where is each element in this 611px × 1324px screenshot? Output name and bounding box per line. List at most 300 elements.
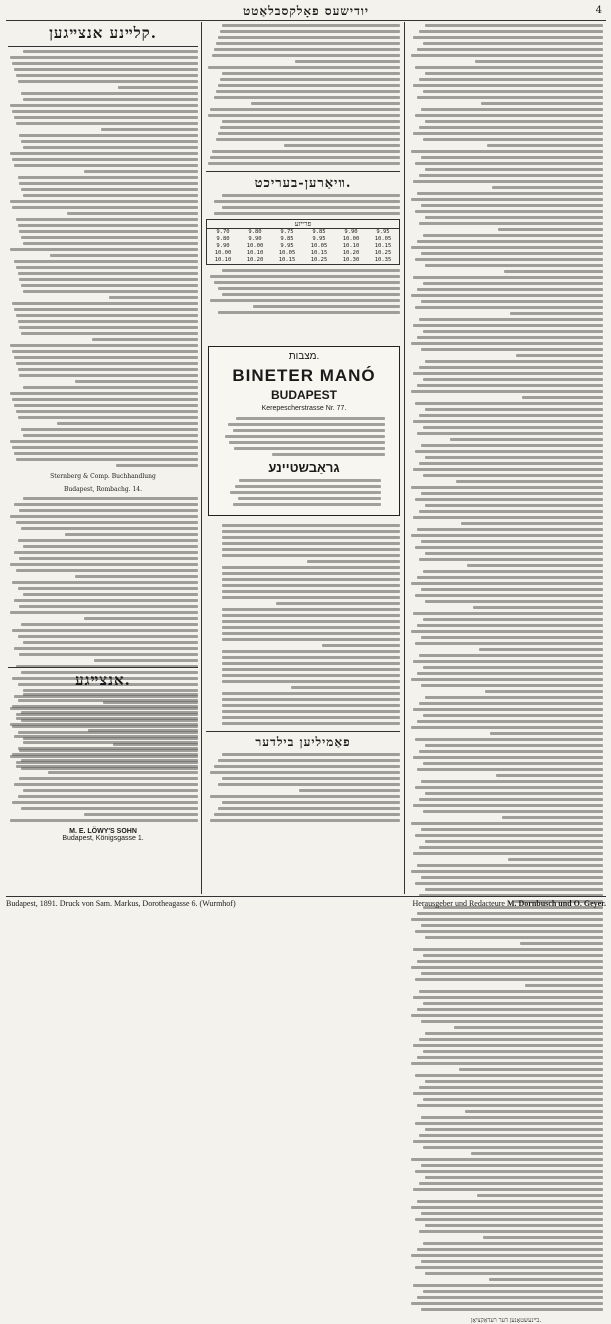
text-line	[222, 668, 400, 671]
text-line	[48, 771, 198, 774]
text-line	[413, 852, 603, 855]
text-line	[222, 608, 400, 611]
text-line	[473, 606, 603, 609]
price-table	[206, 219, 400, 265]
text-line	[423, 138, 603, 141]
text-line	[19, 374, 198, 377]
text-line	[210, 795, 400, 798]
text-line	[423, 714, 603, 717]
text-line	[222, 584, 400, 587]
text-line	[210, 275, 400, 278]
text-line	[459, 1068, 603, 1071]
text-line	[216, 90, 400, 93]
text-line	[218, 759, 400, 762]
text-line	[18, 795, 199, 798]
text-line	[10, 440, 198, 443]
text-line	[220, 126, 400, 129]
text-line	[222, 710, 400, 713]
text-line	[222, 542, 400, 545]
text-line	[411, 1254, 603, 1257]
text-line	[415, 642, 603, 645]
text-line	[413, 324, 603, 327]
text-line	[417, 768, 603, 771]
text-line	[212, 150, 400, 153]
text-line	[417, 624, 603, 627]
text-line	[214, 212, 400, 215]
text-line	[417, 1248, 603, 1251]
text-line	[415, 210, 603, 213]
text-line	[109, 296, 198, 299]
text-line	[236, 417, 385, 420]
text-line	[417, 576, 603, 579]
price-table-header: פרײזע	[207, 220, 399, 229]
text-line	[415, 498, 603, 501]
text-line	[19, 278, 198, 281]
text-line	[413, 180, 603, 183]
text-line	[16, 218, 198, 221]
text-line	[423, 42, 603, 45]
text-line	[421, 1164, 603, 1167]
text-line	[214, 813, 400, 816]
text-line	[88, 729, 198, 732]
price-cell: 9.95	[280, 243, 294, 249]
text-line	[415, 546, 603, 549]
price-cell: 9.95	[376, 229, 390, 235]
text-line	[14, 404, 198, 407]
price-cell: 9.70	[216, 229, 230, 235]
text-line	[411, 726, 603, 729]
text-line	[421, 924, 603, 927]
text-line	[423, 90, 603, 93]
price-table-row	[207, 236, 399, 243]
text-line	[411, 582, 603, 585]
text-line	[23, 386, 198, 389]
price-cell: 10.20	[342, 250, 360, 256]
text-line	[421, 300, 603, 303]
text-line	[411, 198, 603, 201]
text-line	[413, 468, 603, 471]
text-line	[118, 86, 198, 89]
shop-address: Budapest, Rombachg. 14.	[63, 486, 143, 493]
left-ad-box	[8, 664, 198, 842]
text-line	[423, 234, 603, 237]
text-line	[14, 308, 198, 311]
text-line	[23, 290, 198, 293]
text-line	[413, 84, 603, 87]
text-line	[12, 705, 198, 708]
text-line	[423, 1242, 603, 1245]
article-text	[409, 24, 603, 1311]
text-line	[485, 690, 603, 693]
advertiser-name: BINETER MANÓ	[232, 366, 376, 385]
price-cell: 9.90	[216, 243, 230, 249]
text-line	[423, 282, 603, 285]
price-cell: 10.00	[246, 243, 264, 249]
price-cell: 10.10	[214, 257, 232, 263]
text-line	[12, 398, 198, 401]
text-line	[421, 348, 603, 351]
text-line	[21, 188, 198, 191]
text-line	[483, 1236, 603, 1239]
middle-lower-section	[206, 524, 400, 822]
text-line	[425, 216, 603, 219]
text-line	[10, 392, 198, 395]
text-line	[238, 497, 381, 500]
text-line	[14, 503, 198, 506]
text-line	[16, 266, 198, 269]
text-line	[417, 1296, 603, 1299]
text-line	[417, 960, 603, 963]
text-line	[222, 777, 400, 780]
price-cell: 10.15	[278, 257, 296, 263]
text-line	[419, 798, 603, 801]
text-line	[479, 648, 603, 651]
text-line	[417, 1104, 603, 1107]
text-line	[417, 720, 603, 723]
text-line	[228, 423, 385, 426]
text-line	[229, 441, 385, 444]
text-line	[18, 80, 199, 83]
text-line	[425, 1224, 603, 1227]
text-line	[218, 783, 400, 786]
price-cell: 10.00	[214, 250, 232, 256]
text-line	[21, 623, 198, 626]
text-line	[425, 1128, 603, 1131]
text-line	[419, 702, 603, 705]
text-line	[18, 224, 199, 227]
text-line	[461, 522, 603, 525]
text-line	[222, 572, 400, 575]
text-line	[419, 78, 603, 81]
text-line	[18, 747, 199, 750]
text-line	[413, 660, 603, 663]
text-line	[16, 314, 198, 317]
text-line	[12, 206, 198, 209]
text-line	[456, 480, 603, 483]
text-line	[116, 464, 198, 467]
text-line	[16, 458, 198, 461]
text-line	[222, 801, 400, 804]
text-line	[23, 50, 198, 53]
text-line	[10, 515, 198, 518]
text-line	[413, 420, 603, 423]
text-line	[415, 882, 603, 885]
text-line	[425, 504, 603, 507]
text-line	[10, 563, 198, 566]
text-line	[16, 765, 198, 768]
text-line	[222, 536, 400, 539]
text-line	[12, 302, 198, 305]
text-line	[92, 338, 198, 341]
text-line	[222, 698, 400, 701]
text-line	[19, 230, 198, 233]
text-line	[423, 1098, 603, 1101]
price-cell: 10.25	[374, 250, 392, 256]
classifieds-text	[8, 50, 198, 467]
text-line	[23, 434, 198, 437]
text-line	[502, 816, 603, 819]
price-table-row	[207, 229, 399, 236]
text-line	[216, 138, 400, 141]
text-line	[419, 846, 603, 849]
text-line	[421, 876, 603, 879]
text-line	[419, 126, 603, 129]
text-line	[411, 294, 603, 297]
text-line	[10, 152, 198, 155]
text-line	[75, 380, 199, 383]
text-line	[12, 801, 198, 804]
text-line	[18, 368, 199, 371]
text-line	[496, 774, 603, 777]
text-line	[421, 108, 603, 111]
text-line	[411, 966, 603, 969]
text-line	[411, 1302, 603, 1305]
text-line	[75, 575, 199, 578]
text-line	[272, 453, 385, 456]
text-line	[222, 590, 400, 593]
text-line	[415, 306, 603, 309]
text-line	[234, 447, 385, 450]
text-line	[475, 60, 603, 63]
text-line	[10, 819, 198, 822]
text-line	[417, 864, 603, 867]
text-line	[417, 672, 603, 675]
text-line	[425, 888, 603, 891]
text-line	[421, 588, 603, 591]
text-line	[21, 807, 198, 810]
text-line	[411, 918, 603, 921]
text-line	[222, 548, 400, 551]
text-line	[253, 305, 400, 308]
text-line	[18, 176, 199, 179]
text-line	[425, 1176, 603, 1179]
text-line	[510, 312, 603, 315]
text-line	[423, 426, 603, 429]
text-line	[10, 56, 198, 59]
text-line	[222, 72, 400, 75]
text-line	[84, 617, 198, 620]
text-line	[411, 342, 603, 345]
text-line	[23, 146, 198, 149]
text-line	[411, 822, 603, 825]
text-line	[465, 1110, 603, 1113]
text-line	[19, 326, 198, 329]
tombstone-advert	[208, 346, 400, 516]
text-line	[425, 936, 603, 939]
text-line	[214, 200, 400, 203]
text-line	[425, 264, 603, 267]
text-line	[415, 1170, 603, 1173]
text-line	[411, 630, 603, 633]
text-line	[419, 318, 603, 321]
text-line	[522, 396, 603, 399]
text-line	[21, 527, 198, 530]
text-line	[212, 54, 400, 57]
text-line	[417, 1200, 603, 1203]
text-line	[19, 182, 198, 185]
text-line	[411, 870, 603, 873]
text-line	[419, 366, 603, 369]
text-line	[419, 414, 603, 417]
text-line	[421, 1020, 603, 1023]
text-line	[419, 1086, 603, 1089]
text-line	[421, 1260, 603, 1263]
text-line	[423, 330, 603, 333]
text-line	[419, 30, 603, 33]
page-header	[6, 4, 606, 21]
text-line	[477, 1194, 603, 1197]
text-line	[413, 276, 603, 279]
text-line	[222, 680, 400, 683]
text-line	[218, 807, 400, 810]
text-line	[222, 120, 400, 123]
ad-body-text	[223, 417, 385, 456]
text-line	[84, 170, 198, 173]
price-cell: 10.10	[246, 250, 264, 256]
price-cell: 9.85	[312, 229, 326, 235]
text-line	[222, 662, 400, 665]
text-line	[16, 521, 198, 524]
price-cell: 10.30	[342, 257, 360, 263]
text-line	[413, 1284, 603, 1287]
shop-name: Sternberg & Comp. Buchhandlung	[50, 473, 156, 480]
text-line	[417, 240, 603, 243]
text-line	[417, 432, 603, 435]
text-line	[23, 98, 198, 101]
text-line	[284, 144, 400, 147]
masthead-title: יודישעס פאָלקסבלאַטט	[242, 4, 370, 18]
text-line	[423, 618, 603, 621]
text-line	[417, 96, 603, 99]
text-line	[421, 636, 603, 639]
text-line	[421, 1212, 603, 1215]
text-line	[415, 402, 603, 405]
text-line	[419, 1134, 603, 1137]
price-cell: 10.20	[246, 257, 264, 263]
text-line	[417, 384, 603, 387]
editors-names: M. Dornbusch und O. Geyer.	[506, 899, 606, 908]
text-line	[21, 236, 198, 239]
text-line	[222, 704, 400, 707]
text-line	[210, 299, 400, 302]
text-line	[21, 428, 198, 431]
text-line	[23, 242, 198, 245]
text-line	[423, 762, 603, 765]
advertiser-street: Kerepescherstrasse Nr. 77.	[261, 405, 347, 412]
text-line	[411, 54, 603, 57]
text-line	[419, 654, 603, 657]
text-line	[423, 1290, 603, 1293]
right-column	[409, 24, 603, 1324]
text-line	[222, 614, 400, 617]
advertiser-city: BUDAPEST	[270, 388, 337, 402]
text-line	[411, 1062, 603, 1065]
text-line	[12, 62, 198, 65]
text-line	[415, 114, 603, 117]
text-line	[14, 783, 198, 786]
text-line	[222, 566, 400, 569]
family-portraits-title: פאַמיליען בילדער	[255, 735, 351, 749]
text-line	[101, 128, 198, 131]
text-line	[415, 786, 603, 789]
price-cell: 10.25	[310, 257, 328, 263]
text-line	[12, 158, 198, 161]
text-line	[18, 587, 199, 590]
text-line	[413, 36, 603, 39]
text-line	[481, 102, 603, 105]
text-line	[12, 350, 198, 353]
text-line	[21, 759, 198, 762]
price-cell: 10.15	[374, 243, 392, 249]
text-line	[222, 650, 400, 653]
text-line	[14, 647, 198, 650]
text-line	[425, 360, 603, 363]
text-line	[16, 74, 198, 77]
text-line	[413, 1092, 603, 1095]
price-cell: 9.80	[248, 229, 262, 235]
text-line	[57, 422, 198, 425]
text-line	[425, 1272, 603, 1275]
text-line	[222, 293, 400, 296]
text-line	[415, 930, 603, 933]
text-line	[14, 452, 198, 455]
family-portraits-text	[206, 753, 400, 822]
text-line	[19, 134, 198, 137]
text-line	[14, 260, 198, 263]
price-table-body	[207, 229, 399, 264]
text-line	[16, 362, 198, 365]
text-line	[222, 638, 400, 641]
text-line	[421, 204, 603, 207]
text-line	[19, 777, 198, 780]
text-line	[12, 110, 198, 113]
text-line	[210, 771, 400, 774]
text-line	[415, 834, 603, 837]
text-line	[415, 738, 603, 741]
text-line	[450, 438, 603, 441]
text-line	[492, 186, 603, 189]
text-line	[417, 336, 603, 339]
text-line	[16, 717, 198, 720]
text-line	[411, 486, 603, 489]
text-line	[413, 516, 603, 519]
text-line	[421, 828, 603, 831]
text-line	[423, 378, 603, 381]
text-line	[425, 24, 603, 27]
publisher-address: Budapest, Königsgasse 1.	[62, 835, 144, 842]
text-line	[220, 30, 400, 33]
text-line	[413, 372, 603, 375]
price-cell: 9.90	[344, 229, 358, 235]
middle-lower-text	[206, 524, 400, 725]
text-line	[487, 144, 603, 147]
price-table-row	[207, 250, 399, 257]
text-line	[14, 116, 198, 119]
ad-hebrew-heading: מצבות.	[288, 351, 320, 362]
market-intro-text	[206, 24, 400, 165]
text-line	[222, 722, 400, 725]
newspaper-page	[6, 4, 606, 1324]
price-cell: 10.05	[278, 250, 296, 256]
text-line	[415, 1122, 603, 1125]
text-line	[425, 1080, 603, 1083]
text-line	[417, 1056, 603, 1059]
text-line	[421, 684, 603, 687]
text-line	[295, 60, 400, 63]
text-line	[222, 194, 400, 197]
text-line	[21, 92, 198, 95]
text-line	[425, 1032, 603, 1035]
